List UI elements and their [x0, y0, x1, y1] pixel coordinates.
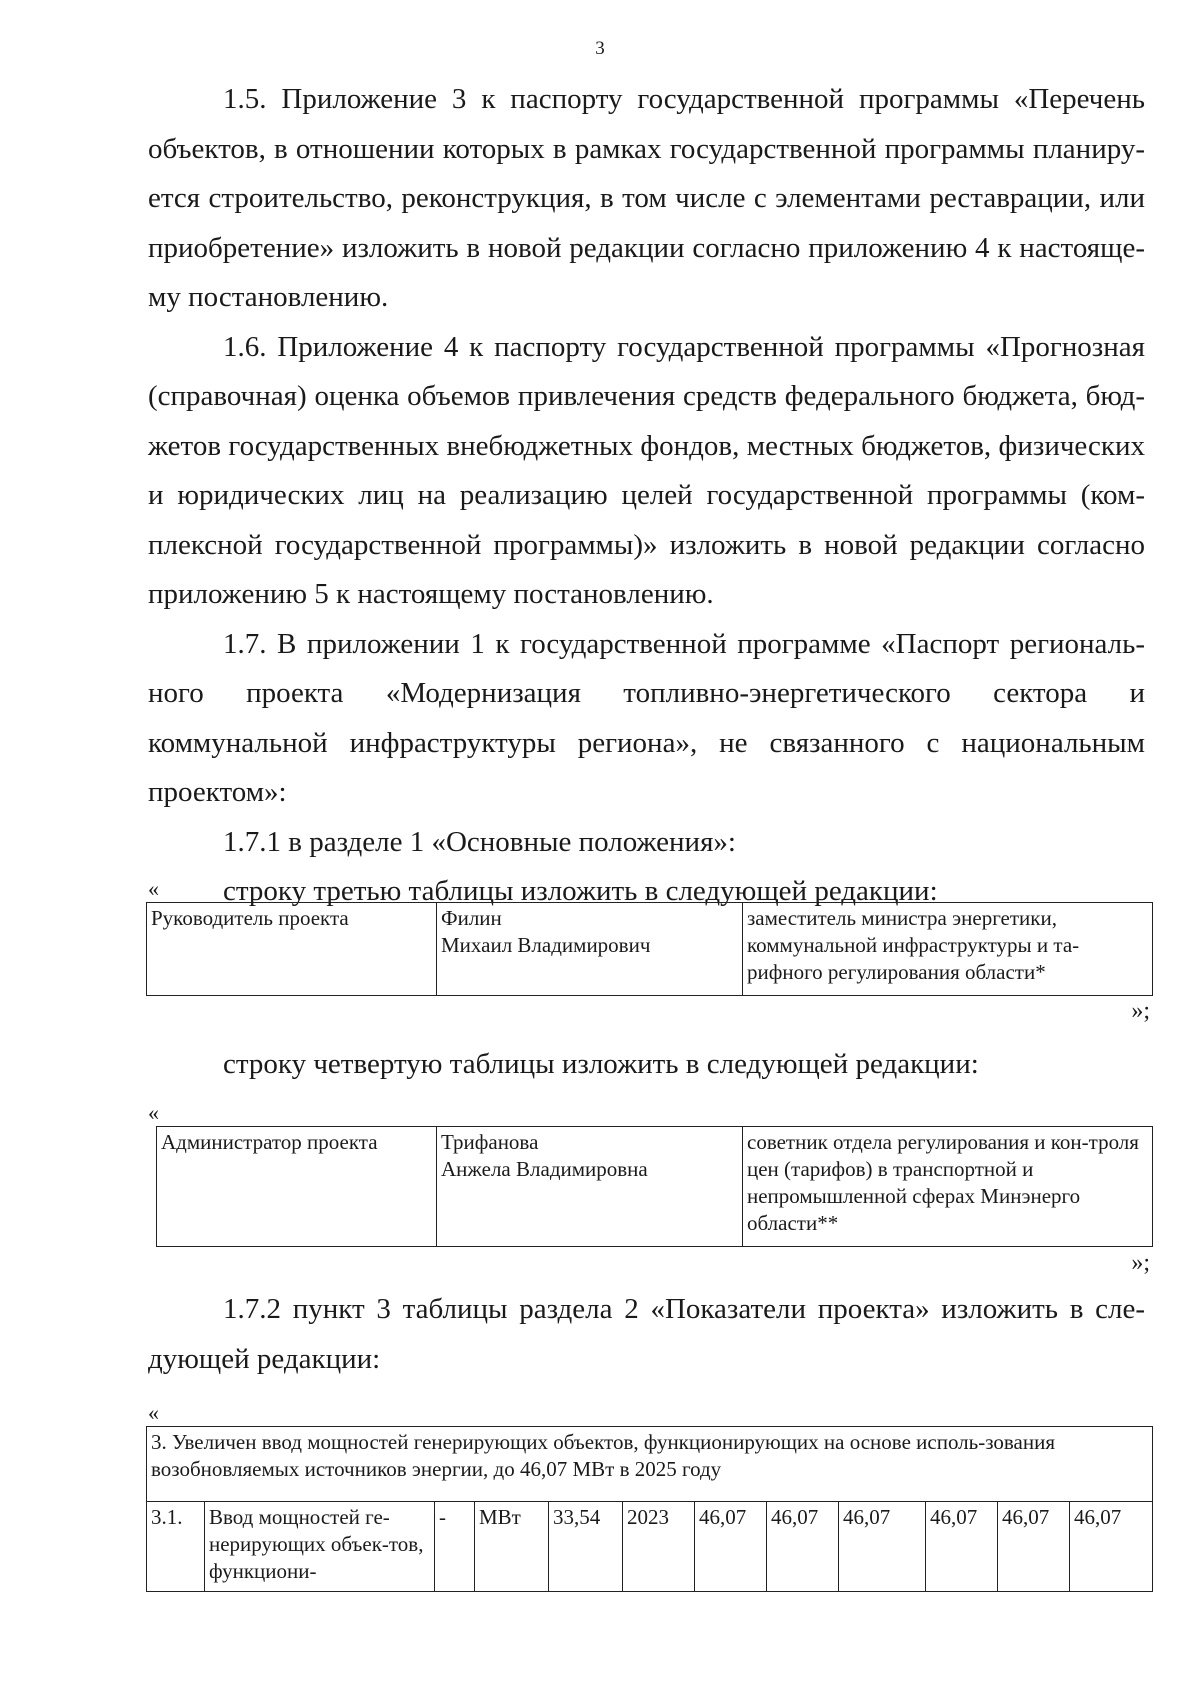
- cell-text: 46,07: [771, 1505, 819, 1529]
- table-cell: [998, 1502, 1070, 1592]
- table-row: [147, 1502, 1153, 1592]
- cell-text: Администратор проекта: [161, 1130, 378, 1154]
- cell-text: Анжела Владимировна: [441, 1157, 648, 1181]
- table-header-row: [147, 1427, 1153, 1502]
- page-number: 3: [595, 38, 605, 59]
- row4-intro: строку четвертую таблицы изложить в следующей редакции:: [223, 1048, 979, 1080]
- table-cell: [147, 1502, 205, 1592]
- table-cell: [767, 1502, 839, 1592]
- cell-text: 46,07: [930, 1505, 978, 1529]
- table-row: [147, 903, 1153, 996]
- cell-text: 46,07: [1002, 1505, 1050, 1529]
- body-text-mid: [148, 1040, 1145, 1090]
- table-cell: [743, 1127, 1153, 1247]
- quote-open-3: «: [148, 1400, 159, 1425]
- cell-text: Руководитель проекта: [151, 906, 349, 930]
- table-project-leader: [146, 902, 1153, 996]
- paragraph-1-7-1: 1.7.1 в разделе 1 «Основные положения»:: [223, 825, 736, 858]
- table-cell: [549, 1502, 623, 1592]
- cell-text: 3.1.: [151, 1505, 183, 1529]
- table-cell: [926, 1502, 998, 1592]
- cell-text: 46,07: [699, 1505, 747, 1529]
- table-project-indicators: [146, 1426, 1153, 1592]
- cell-text: 46,07: [1074, 1505, 1122, 1529]
- cell-text: 3. Увеличен ввод мощностей генерирующих объектов, функционирующих на основе исполь-зования возобновляемых источников энергии, до 46,07 МВт в 2025 году: [151, 1430, 1055, 1481]
- quote-open-2: «: [148, 1100, 159, 1125]
- body-text-bottom: [148, 1285, 1145, 1384]
- table-cell: [1070, 1502, 1153, 1592]
- cell-text: советник отдела регулирования и кон-троля цен (тарифов) в транспортной и непромышленной сферах Минэнерго области**: [747, 1130, 1139, 1235]
- body-text-top: [148, 75, 1145, 917]
- cell-text: 2023: [627, 1505, 669, 1529]
- table-cell: [435, 1502, 475, 1592]
- table-cell: [623, 1502, 695, 1592]
- table-cell: [695, 1502, 767, 1592]
- table-cell: [475, 1502, 549, 1592]
- table-cell: [205, 1502, 435, 1592]
- paragraph-1-6: 1.6. Приложение 4 к паспорту государственной программы «Прогнозная (справочная) оценка объемов привлечения средств федерального бюджета, бюд-жетов государственных внебюджетных фондов, местных бюджетов, физических и юридических лиц на реализацию целей государственной программы (ком-плексной государственной программы)» изложить в новой редакции согласно приложению 5 к настоящему постановлению.: [148, 330, 1145, 610]
- cell-text: Филин: [441, 906, 502, 930]
- paragraph-1-5: 1.5. Приложение 3 к паспорту государственной программы «Перечень объектов, в отношении которых в рамках государственной программы планиру-ется строительство, реконструкция, в том числе с элементами реставрации, или приобретение» изложить в новой редакции согласно приложению 4 к настояще-му постановлению.: [148, 83, 1145, 313]
- table-cell: [437, 903, 743, 996]
- paragraph-1-7: 1.7. В приложении 1 к государственной программе «Паспорт региональ-ного проекта «Модернизация топливно-энергетического сектора и коммунальной инфраструктуры региона», не связанного с национальным проектом»:: [148, 627, 1145, 808]
- quote-close-2: »;: [1131, 1250, 1150, 1276]
- table-cell: [437, 1127, 743, 1247]
- quote-open-1: «: [148, 876, 159, 901]
- table-cell: [839, 1502, 926, 1592]
- table-row: [157, 1127, 1153, 1247]
- cell-text: Ввод мощностей ге-нерирующих объек-тов, функциони-: [209, 1505, 424, 1583]
- table-cell: [743, 903, 1153, 996]
- cell-text: 33,54: [553, 1505, 601, 1529]
- cell-text: -: [439, 1505, 446, 1529]
- row3-intro: строку третью таблицы изложить в следующей редакции:: [223, 875, 938, 907]
- cell-text: 46,07: [843, 1505, 891, 1529]
- cell-text: МВт: [479, 1505, 521, 1529]
- paragraph-1-7-2: 1.7.2 пункт 3 таблицы раздела 2 «Показатели проекта» изложить в сле-дующей редакции:: [148, 1293, 1145, 1375]
- cell-text: заместитель министра энергетики, коммунальной инфраструктуры и та-рифного регулирования области*: [747, 906, 1080, 984]
- cell-text: Трифанова: [441, 1130, 539, 1154]
- table-project-admin: [156, 1126, 1153, 1247]
- quote-close-1: »;: [1131, 998, 1150, 1024]
- table-cell: [147, 903, 437, 996]
- table-cell: [157, 1127, 437, 1247]
- cell-text: Михаил Владимирович: [441, 933, 651, 957]
- table-header-cell: [147, 1427, 1153, 1502]
